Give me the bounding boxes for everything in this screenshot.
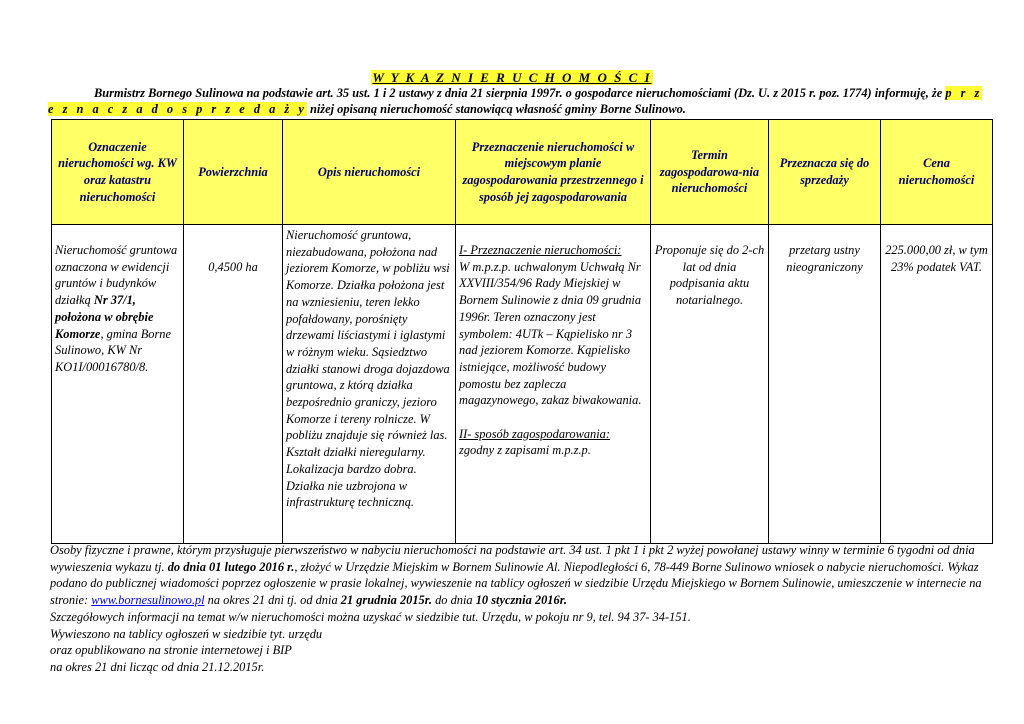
intro-highlight: p r z e z n a c z a d o s p r z e d a ż y	[48, 86, 983, 116]
header-sale-mode: Przeznacza się do sprzedaży	[769, 120, 881, 225]
header-area: Powierzchnia	[184, 120, 283, 225]
table-row	[52, 225, 993, 544]
header-price: Cena nieruchomości	[881, 120, 993, 225]
footer-posted-line: Wywieszono na tablicy ogłoszeń w siedzibie tyt. urzędu	[50, 626, 323, 641]
header-description: Opis nieruchomości	[283, 120, 456, 225]
cell-term: Proponuje się do 2-ch lat od dnia podpisania aktu notarialnego.	[651, 225, 769, 544]
footer-notes	[50, 542, 996, 676]
footer-published-line: oraz opublikowano na stronie internetowej i BIP	[50, 643, 292, 658]
cell-price: 225.000,00 zł, w tym 23% podatek VAT.	[881, 225, 993, 544]
document-title: W Y K A Z N I E R U C H O M O Ś C I	[372, 70, 652, 85]
intro-paragraph: Burmistrz Bornego Sulinowa na podstawie art. 35 ust. 1 i 2 ustawy z dnia 21 sierpnia 1997r. o gospodarce nieruchomościami (Dz. U. z 2015 r. poz. 1774) informuję, że p r z e z n a c z a d o s p r z e d a ż y niżej opisaną nieruchomość stanowiącą własność gminy Borne Sulinowo.	[48, 86, 983, 116]
website-link[interactable]: www.bornesulinowo.pl	[91, 593, 205, 608]
cell-description: Nieruchomość gruntowa, niezabudowana, położona nad jeziorem Komorze, w pobliżu wsi Komorze. Działka położona jest na wzniesieniu, teren lekko pofałdowany, porośnięty drzewami liściastymi i iglastymi w różnym wieku. Sąsiedztwo działki stanowi droga dojazdowa gruntowa, z którą działka bezpośrednio graniczy, jezioro Komorze i tereny rolnicze. W pobliżu znajduje się również las. Kształt działki nieregularny. Lokalizacja bardzo dobra. Działka nie uzbrojona w infrastrukturę techniczną.	[283, 225, 456, 544]
footer-paragraph: Osoby fizyczne i prawne, którym przysługuje pierwszeństwo w nabyciu nieruchomości na podstawie art. 34 ust. 1 pkt 1 i pkt 2 wyżej powołanej ustawy winny w terminie 6 tygodni od dnia wywieszenia wykazu tj. do dnia 01 lutego 2016 r., złożyć w Urzędzie Miejskim w Bornem Sulinowie Al. Niepodległości 6, 78-449 Borne Sulinowo wniosek o nabycie nieruchomości. Wykaz podano do publicznej wiadomości poprzez ogłoszenie w prasie lokalnej, wywieszenie na tablicy ogłoszeń w siedzibie Urzędu Miejskiego w Bornem Sulinowie, umieszczenie w internecie na stronie: www.bornesulinowo.pl na okres 21 dni tj. od dnia 21 grudnia 2015r. do dnia 10 stycznia 2016r.	[50, 543, 982, 608]
cell-designation: Nieruchomość gruntowa oznaczona w ewidencji gruntów i budynków działką Nr 37/1, położona w obrębie Komorze, gmina Borne Sulinowo, KW Nr KO1I/00016780/8.	[52, 225, 184, 544]
footer-contact-line: Szczegółowych informacji na temat w/w nieruchomości można uzyskać w siedzibie tut. Urzędu, w pokoju nr 9, tel. 94 37- 34-151.	[50, 609, 691, 624]
header-designation: Oznaczenie nieruchomości wg. KW oraz katastru nieruchomości	[52, 120, 184, 225]
cell-sale-mode: przetarg ustny nieograniczony	[769, 225, 881, 544]
footer-period-line: na okres 21 dni licząc od dnia 21.12.2015r.	[50, 659, 265, 674]
header-purpose: Przeznaczenie nieruchomości w miejscowym planie zagospodarowania przestrzennego i sposób jej zagospodarowania	[456, 120, 651, 225]
table-header-row	[52, 120, 993, 225]
cell-area: 0,4500 ha	[184, 225, 283, 544]
property-table	[51, 119, 993, 544]
header-term: Termin zagospodarowa-nia nieruchomości	[651, 120, 769, 225]
cell-purpose: I- Przeznaczenie nieruchomości: W m.p.z.p. uchwalonym Uchwałą Nr XXVIII/354/96 Rady Miejskiej w Bornem Sulinowie z dnia 09 grudnia 1996r. Teren oznaczony jest symbolem: 4UTk – Kąpielisko nr 3 nad jeziorem Komorze. Kąpielisko istniejące, możliwość budowy pomostu bez zaplecza magazynowego, zakaz biwakowania. II- sposób zagospodarowania: zgodny z zapisami m.p.z.p.	[456, 225, 651, 544]
